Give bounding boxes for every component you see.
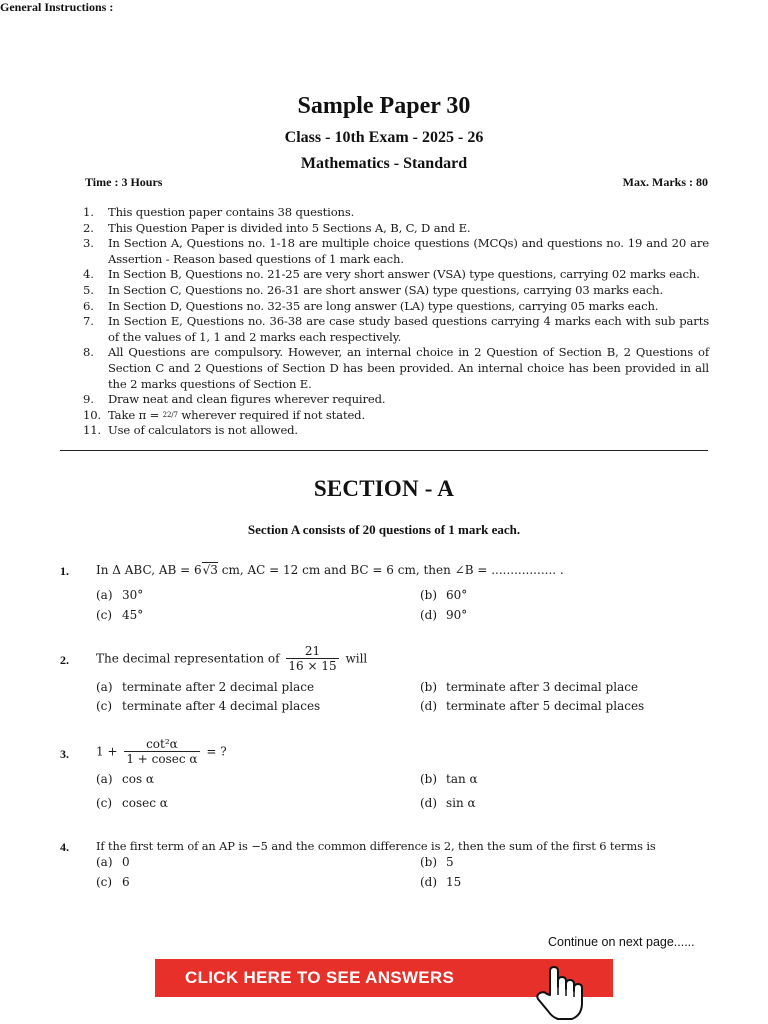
question-text-part: In Δ ABC, AB = 6	[96, 563, 202, 577]
instruction-number: 3.	[83, 236, 94, 251]
option-c	[96, 608, 143, 622]
option-label: (b)	[420, 855, 438, 869]
option-text: cos α	[122, 772, 155, 786]
option-a	[96, 588, 143, 602]
option-text: terminate after 2 decimal place	[122, 680, 315, 694]
fraction	[286, 645, 338, 673]
option-a	[96, 855, 130, 869]
see-answers-label: CLICK HERE TO SEE ANSWERS	[185, 968, 455, 987]
continue-note: Continue on next page......	[548, 935, 695, 949]
instruction-number: 8.	[83, 345, 94, 360]
instruction-text: All Questions are compulsory. However, an internal choice in 2 Question of Section B, 2 Questions of Section C and 2 Questions of Section D has been provided. An internal choice has been provided in all the 2 marks questions of Section E.	[108, 345, 709, 391]
instruction-number: 6.	[83, 298, 94, 313]
instructions-heading: General Instructions :	[0, 0, 114, 14]
sqrt-term: √3	[202, 563, 218, 577]
instruction-text: This question paper contains 38 questions.	[108, 205, 355, 219]
instruction-text-post: wherever required if not stated.	[177, 407, 365, 422]
fraction	[124, 738, 199, 766]
class-line: Class - 10th Exam - 2025 - 26	[284, 129, 484, 146]
instruction-item	[83, 236, 709, 267]
option-label: (b)	[420, 588, 438, 602]
option-label: (d)	[420, 796, 438, 810]
instruction-text: In Section E, Questions no. 36-38 are case study based questions carrying 4 marks each with sub parts of the values of 1, 1 and 2 marks each respectively.	[108, 314, 709, 344]
option-text: 15	[446, 875, 462, 889]
fraction-numerator: cot²α	[146, 737, 178, 751]
time-allowed: Time : 3 Hours	[85, 175, 163, 189]
instruction-text: This Question Paper is divided into 5 Sections A, B, C, D and E.	[108, 220, 471, 235]
instruction-item	[83, 205, 709, 221]
pointer-hand-icon	[534, 965, 584, 1021]
instruction-item	[83, 423, 709, 439]
question-text: If the first term of an AP is −5 and the common difference is 2, then the sum of the first 6 terms is	[96, 839, 656, 853]
question-number: 2.	[60, 653, 69, 667]
instruction-text: In Section C, Questions no. 26-31 are short answer (SA) type questions, carrying 03 marks each.	[108, 282, 664, 297]
option-d	[420, 699, 644, 713]
instruction-text-pre: Take π =	[108, 407, 163, 422]
question-text-part: 1 +	[96, 744, 118, 759]
instruction-text: Use of calculators is not allowed.	[108, 423, 298, 438]
option-text: 30°	[122, 588, 144, 602]
option-text: 45°	[122, 608, 144, 622]
option-text: tan α	[446, 772, 478, 786]
option-label: (a)	[96, 772, 113, 786]
option-text: 5	[446, 855, 454, 869]
option-text: 6	[122, 875, 130, 889]
option-label: (a)	[96, 855, 113, 869]
question-text-part: cm, AC = 12 cm and BC = 6 cm, then ∠B = ................. .	[217, 563, 564, 577]
option-label: (c)	[96, 796, 113, 810]
option-label: (c)	[96, 608, 113, 622]
option-d	[420, 608, 467, 622]
question-text	[96, 563, 564, 577]
option-text: cosec α	[122, 796, 168, 810]
instruction-text: In Section B, Questions no. 21-25 are very short answer (VSA) type questions, carrying 02 marks each.	[108, 267, 700, 282]
option-label: (a)	[96, 588, 113, 602]
section-title: SECTION - A	[313, 476, 455, 501]
option-c	[96, 875, 130, 889]
option-label: (d)	[420, 608, 438, 622]
option-d	[420, 796, 476, 810]
question-text	[96, 645, 367, 673]
option-d	[420, 875, 461, 889]
option-label: (a)	[96, 680, 113, 694]
instruction-number: 10.	[83, 407, 101, 422]
question-text-part: = ?	[206, 744, 227, 759]
option-label: (d)	[420, 699, 438, 713]
instruction-number: 2.	[83, 220, 94, 235]
instruction-number: 1.	[83, 205, 94, 219]
fraction-numerator: 21	[304, 644, 321, 658]
instruction-item	[83, 283, 709, 299]
option-label: (b)	[420, 772, 438, 786]
question-number: 4.	[60, 840, 69, 854]
option-a	[96, 680, 314, 694]
instruction-text: In Section A, Questions no. 1-18 are multiple choice questions (MCQs) and questions no. 19 and 20 are Assertion - Reason based questions of 1 mark each.	[108, 236, 709, 266]
option-label: (b)	[420, 680, 438, 694]
instruction-item	[83, 408, 709, 424]
question-number: 3.	[60, 747, 69, 761]
option-label: (c)	[96, 699, 113, 713]
option-text: 90°	[446, 608, 468, 622]
instruction-number: 5.	[83, 282, 94, 297]
option-b	[420, 680, 638, 694]
pi-fraction: 22/7	[162, 410, 178, 419]
option-text: 60°	[446, 588, 468, 602]
instruction-item	[83, 314, 709, 345]
instruction-item	[83, 267, 709, 283]
fraction-denominator: 16 × 15	[288, 659, 337, 673]
instruction-item	[83, 345, 709, 392]
option-text: sin α	[446, 796, 476, 810]
instructions-list	[83, 205, 709, 439]
option-c	[96, 699, 320, 713]
instruction-number: 11.	[83, 423, 101, 438]
question-text-part: The decimal representation of	[96, 651, 280, 666]
option-text: 0	[122, 855, 130, 869]
paper-title: Sample Paper 30	[297, 93, 471, 119]
instruction-item	[83, 299, 709, 315]
instruction-number: 4.	[83, 267, 94, 282]
option-text: terminate after 4 decimal places	[122, 699, 321, 713]
max-marks: Max. Marks : 80	[622, 175, 708, 189]
section-divider	[60, 450, 708, 451]
instruction-text: In Section D, Questions no. 32-35 are long answer (LA) type questions, carrying 05 marks each.	[108, 298, 659, 313]
pi-fraction-den: 7	[173, 410, 178, 419]
option-a	[96, 772, 154, 786]
option-b	[420, 772, 478, 786]
question-number: 1.	[60, 564, 69, 578]
question-text	[96, 738, 227, 766]
subject-line: Mathematics - Standard	[300, 155, 468, 172]
option-label: (d)	[420, 875, 438, 889]
option-text: terminate after 5 decimal places	[446, 699, 645, 713]
option-text: terminate after 3 decimal place	[446, 680, 639, 694]
option-c	[96, 796, 168, 810]
section-note: Section A consists of 20 questions of 1 mark each.	[247, 522, 521, 537]
pi-fraction-num: 22	[162, 410, 172, 419]
question-text-part: will	[345, 651, 368, 666]
fraction-denominator: 1 + cosec α	[126, 752, 198, 766]
instruction-item	[83, 392, 709, 408]
option-label: (c)	[96, 875, 113, 889]
instruction-number: 9.	[83, 392, 94, 407]
option-b	[420, 588, 467, 602]
instruction-number: 7.	[83, 314, 94, 329]
option-b	[420, 855, 454, 869]
instruction-item	[83, 221, 709, 237]
instruction-text: Draw neat and clean figures wherever required.	[108, 392, 386, 407]
